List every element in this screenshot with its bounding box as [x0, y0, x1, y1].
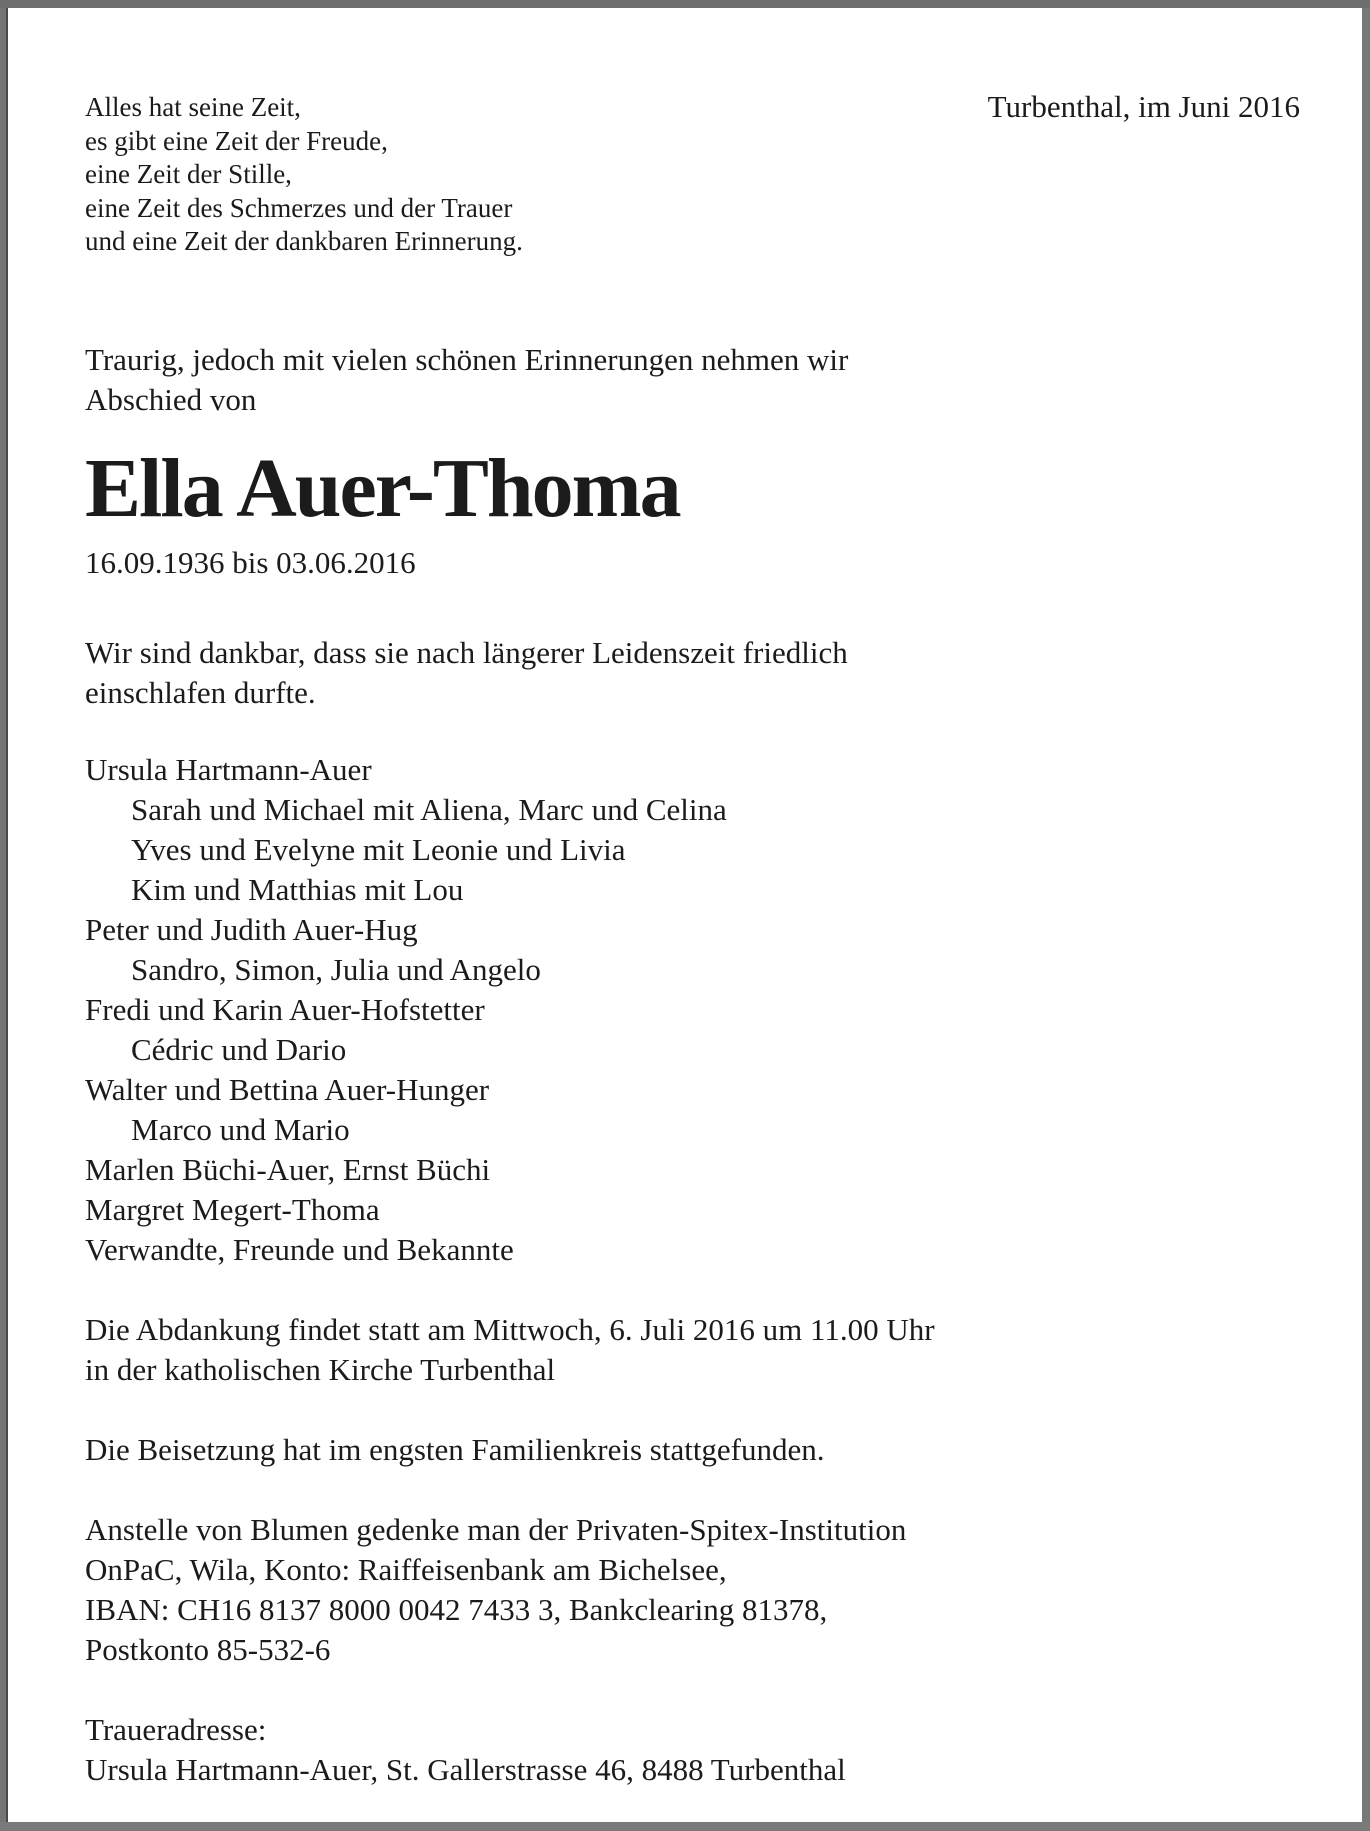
poem-line: eine Zeit der Stille,	[85, 159, 292, 189]
family-member-line: Sandro, Simon, Julia und Angelo	[131, 952, 541, 987]
family-member-line: Cédric und Dario	[131, 1032, 347, 1067]
mourning-address	[85, 1710, 846, 1790]
frame-right-border	[1362, 8, 1370, 1831]
family-member-line: Yves und Evelyne mit Leonie und Livia	[131, 832, 626, 867]
family-member-line: Sarah und Michael mit Aliena, Marc und Celina	[131, 792, 727, 827]
mourning-address-line: Traueradresse:	[85, 1712, 267, 1747]
funeral-service-info	[85, 1310, 935, 1390]
place-and-date: Turbenthal, im Juni 2016	[987, 89, 1300, 124]
family-member-line: Verwandte, Freunde und Bekannte	[85, 1232, 514, 1267]
life-dates: 16.09.1936 bis 03.06.2016	[85, 545, 416, 580]
intro-line: Abschied von	[85, 382, 257, 417]
obituary-page	[8, 8, 1362, 1822]
family-member-line: Walter und Bettina Auer-Hunger	[85, 1072, 490, 1107]
intro-paragraph	[85, 340, 848, 420]
poem-line: und eine Zeit der dankbaren Erinnerung.	[85, 226, 523, 256]
family-member-line: Fredi und Karin Auer-Hofstetter	[85, 992, 485, 1027]
family-member-line: Marco und Mario	[131, 1112, 350, 1147]
burial-info	[85, 1430, 825, 1470]
mourning-address-line: Ursula Hartmann-Auer, St. Gallerstrasse 46, 8488 Turbenthal	[85, 1752, 846, 1787]
message-line: Wir sind dankbar, dass sie nach längerer Leidenszeit friedlich	[85, 635, 848, 670]
message-line: einschlafen durfte.	[85, 675, 316, 710]
donations-line: IBAN: CH16 8137 8000 0042 7433 3, Bankclearing 81378,	[85, 1592, 828, 1627]
family-member-line: Margret Megert-Thoma	[85, 1192, 380, 1227]
deceased-name: Ella Auer-Thoma	[85, 442, 680, 535]
burial-line: Die Beisetzung hat im engsten Familienkreis stattgefunden.	[85, 1432, 825, 1467]
donations-line: Postkonto 85-532-6	[85, 1632, 331, 1667]
poem-line: Alles hat seine Zeit,	[85, 92, 301, 122]
frame-bottom-border	[0, 1822, 1370, 1831]
donations-line: OnPaC, Wila, Konto: Raiffeisenbank am Bichelsee,	[85, 1552, 727, 1587]
family-member-line: Ursula Hartmann-Auer	[85, 752, 372, 787]
service-line: in der katholischen Kirche Turbenthal	[85, 1352, 556, 1387]
frame-top-border	[0, 0, 1370, 8]
intro-line: Traurig, jedoch mit vielen schönen Erinnerungen nehmen wir	[85, 342, 849, 377]
poem-line: es gibt eine Zeit der Freude,	[85, 125, 388, 156]
poem-line: eine Zeit des Schmerzes und der Trauer	[85, 192, 513, 223]
service-line: Die Abdankung findet statt am Mittwoch, 6. Juli 2016 um 11.00 Uhr	[85, 1312, 935, 1347]
epigraph-poem	[85, 91, 523, 259]
donations-info	[85, 1510, 906, 1670]
family-list	[85, 750, 727, 1270]
donations-line: Anstelle von Blumen gedenke man der Privaten-Spitex-Institution	[85, 1512, 907, 1547]
family-member-line: Kim und Matthias mit Lou	[131, 872, 464, 907]
family-member-line: Peter und Judith Auer-Hug	[85, 912, 418, 947]
family-member-line: Marlen Büchi-Auer, Ernst Büchi	[85, 1152, 491, 1187]
gratitude-message	[85, 633, 848, 713]
